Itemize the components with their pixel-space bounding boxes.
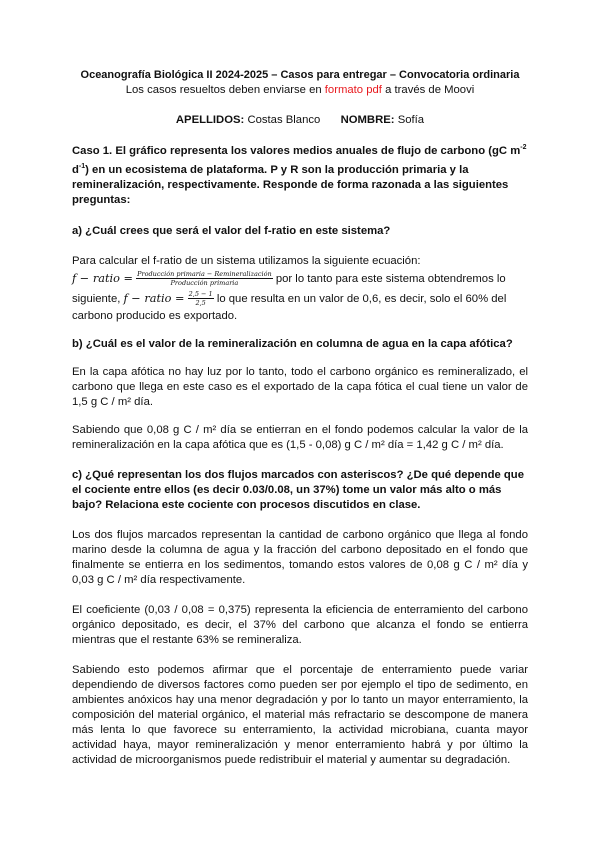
qc-paragraph-3: Sabiendo esto podemos afirmar que el porcentaje de enterramiento puede variar dependiendo de diversos factores como pueden ser por ejemplo el tipo de sedimento, en ambientes anóxicos hay una menor degradación y por lo tanto un mayor enterramiento, la composición del material orgánico, el material más refractario se descompone de manera más lenta lo que favorece su enterramiento, la actividad microbiana, cuanta mayor actividad haya, mayor remineralización y menor enterramiento habrá y por último la actividad de microorganismos puede redistribuir el material y aumentar su degradación.	[72, 663, 528, 766]
eq1-denominator: Producción primaria	[170, 279, 239, 288]
qb-paragraph-2: Sabiendo que 0,08 g C / m² día se entierran en el fondo podemos calcular la valor de la remineralización en la capa afótica que es (1,5 - 0,08) g C / m² día = 1,42 g C / m² día.	[72, 423, 528, 451]
submission-note-post: a través de Moovi	[381, 84, 475, 96]
submission-note	[72, 83, 528, 98]
eq2-lhs: f − ratio =	[123, 291, 185, 305]
eq2-pre: siguiente,	[72, 292, 124, 305]
case-sup-2: -1	[78, 162, 86, 170]
document-title: Oceanografía Biológica II 2024-2025 – Casos para entregar – Convocatoria ordinaria	[80, 69, 520, 81]
qc-paragraph-1: Los dos flujos marcados representan la cantidad de carbono orgánico que llega al fondo marino desde la columna de agua y la fracción del carbono depositado en el fondo que finalmente se entierra en los sedimentos, tomando estos valores de 0,08 g C / m² día y 0,03 g C / m² día respectivamente.	[72, 528, 528, 586]
document-page	[72, 68, 528, 768]
nombre-label: NOMBRE:	[340, 114, 395, 126]
question-c: c) ¿Qué representan los dos flujos marcados con asteriscos? ¿De qué depende que el cociente entre ellos (es decir 0.03/0.08, un 37%) tome un valor más alto o más bajo? Relaciona este cociente con procesos discutidos en clase.	[72, 468, 524, 511]
qc-paragraph-2: El coeficiente (0,03 / 0,08 = 0,375) representa la eficiencia de enterramiento del carbono orgánico depositado, es decir, el 37% del carbono que alcanza el fondo se entierra mientras que el restante 63% se remineraliza.	[72, 603, 528, 646]
eq2-fraction	[188, 290, 214, 307]
qb-paragraph-1: En la capa afótica no hay luz por lo tanto, todo el carbono orgánico es remineralizado, el carbono que llega en este caso es el exportado de la capa fótica el cual tiene un valor de 1,5 g C / m² día.	[72, 365, 528, 408]
case-lead: Caso 1.	[72, 144, 113, 157]
case-sup-1: -2	[520, 144, 527, 151]
apellidos-label: APELLIDOS:	[175, 114, 245, 126]
eq1-numerator: Producción primaria − Remineralización	[137, 270, 272, 279]
eq1-fraction	[136, 270, 273, 287]
submission-note-pre: Los casos resueltos deben enviarse en	[125, 84, 325, 96]
student-line	[72, 113, 528, 128]
nombre-value: Sofía	[397, 114, 425, 126]
case-statement-c: ) en un ecosistema de plataforma. P y R son la producción primaria y la remineralización, respectivamente. Responde de forma razonada a las siguientes preguntas:	[72, 163, 509, 206]
question-a: a) ¿Cuál crees que será el valor del f-ratio en este sistema?	[72, 224, 391, 237]
eq1-after: por lo tanto para este sistema obtendremos lo	[272, 272, 506, 285]
case-statement-a: El gráfico representa los valores medios anuales de flujo de carbono (gC m	[112, 144, 521, 157]
qa-equation-2	[72, 289, 528, 309]
qa-last: carbono producido es exportado.	[72, 309, 238, 322]
eq2-denominator: 2,5	[195, 299, 206, 308]
eq1-lhs: f − ratio =	[72, 271, 133, 285]
eq2-after: lo que resulta en un valor de 0,6, es decir, solo el 60% del	[213, 292, 507, 305]
question-b: b) ¿Cuál es el valor de la remineralización en columna de agua en la capa afótica?	[72, 337, 513, 350]
apellidos-value: Costas Blanco	[247, 114, 321, 126]
qa-intro: Para calcular el f-ratio de un sistema utilizamos la siguiente ecuación:	[72, 254, 421, 267]
case-statement	[72, 140, 528, 208]
eq2-numerator: 2,5 − 1	[188, 290, 213, 299]
qa-equation-1	[72, 269, 528, 289]
submission-note-format: formato pdf	[324, 84, 382, 96]
case-statement-b: d	[72, 163, 79, 176]
